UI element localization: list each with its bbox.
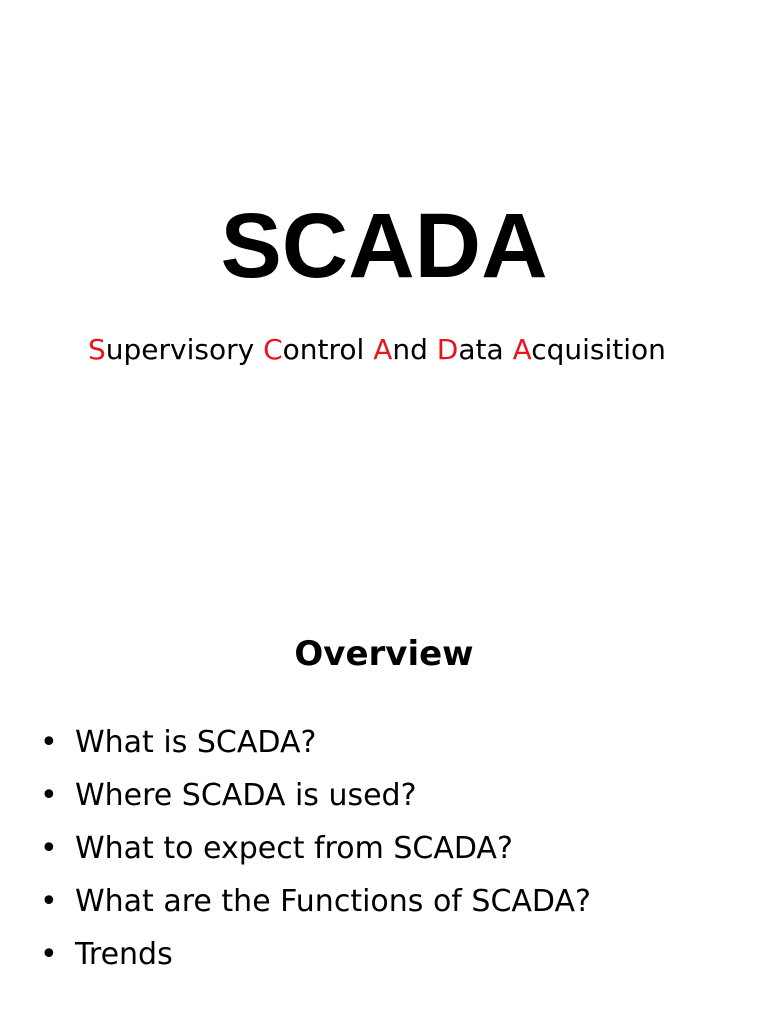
overview-heading: Overview bbox=[294, 634, 474, 674]
list-item bbox=[40, 769, 591, 822]
bullet-icon: • bbox=[40, 778, 58, 813]
acronym-initial: A bbox=[512, 333, 532, 366]
acronym-initial: A bbox=[373, 333, 393, 366]
acronym-word-rest: nd bbox=[392, 333, 437, 366]
bullet-icon: • bbox=[40, 725, 58, 760]
bullet-text: What is SCADA? bbox=[75, 725, 317, 760]
bullet-icon: • bbox=[40, 937, 58, 972]
acronym-initial: D bbox=[436, 333, 459, 366]
list-item bbox=[40, 928, 591, 981]
list-item bbox=[40, 822, 591, 875]
acronym-word-rest: ata bbox=[458, 333, 513, 366]
acronym-initial: C bbox=[263, 333, 283, 366]
acronym-word-rest: cquisition bbox=[531, 333, 666, 366]
bullet-text: Trends bbox=[75, 937, 173, 972]
acronym-word-rest: upervisory bbox=[105, 333, 264, 366]
slide-title: SCADA bbox=[220, 195, 548, 297]
list-item bbox=[40, 875, 591, 928]
list-item bbox=[40, 716, 591, 769]
overview-slide bbox=[0, 512, 768, 1024]
acronym-initial: S bbox=[88, 333, 106, 366]
overview-bullet-list bbox=[40, 716, 591, 981]
bullet-text: Where SCADA is used? bbox=[75, 778, 417, 813]
acronym-expansion bbox=[88, 330, 666, 370]
bullet-icon: • bbox=[40, 884, 58, 919]
acronym-word-rest: ontrol bbox=[282, 333, 374, 366]
bullet-text: What are the Functions of SCADA? bbox=[75, 884, 591, 919]
bullet-text: What to expect from SCADA? bbox=[75, 831, 513, 866]
bullet-icon: • bbox=[40, 831, 58, 866]
